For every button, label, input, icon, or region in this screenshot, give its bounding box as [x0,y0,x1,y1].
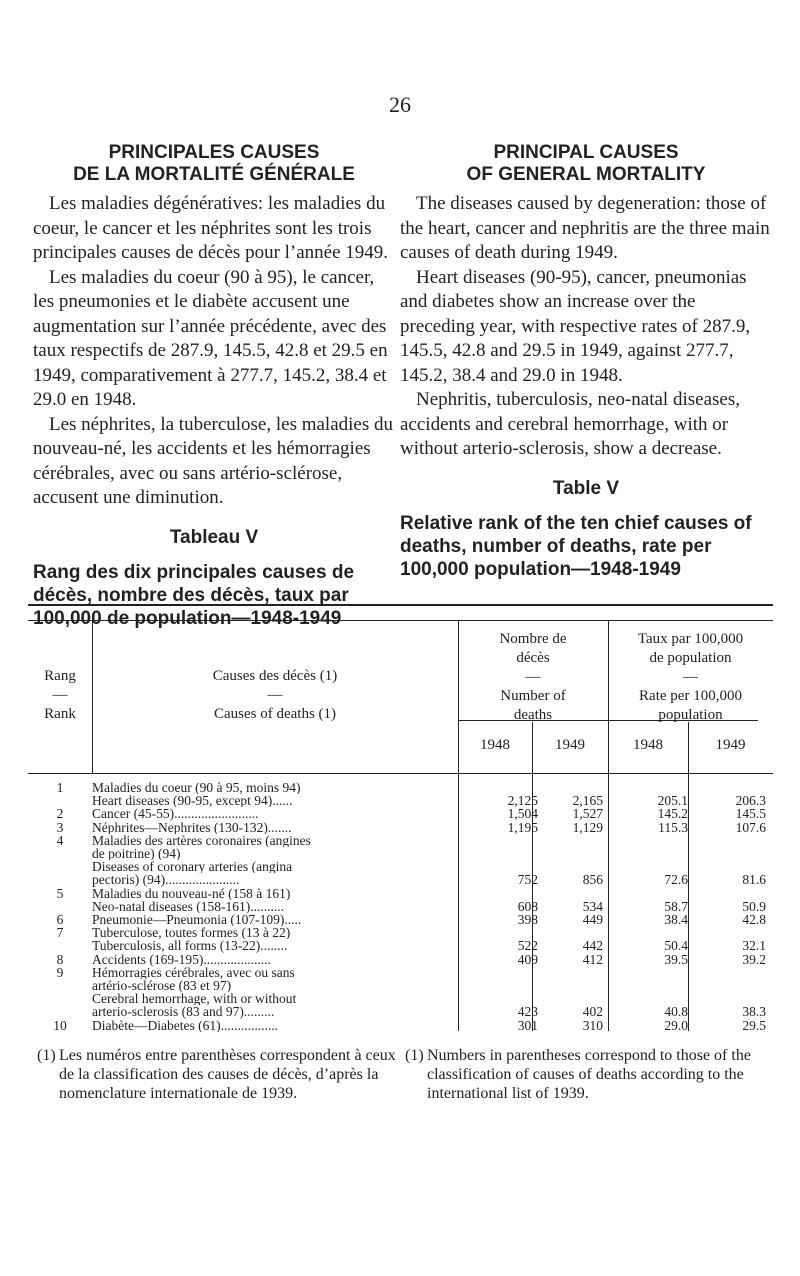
rate-1949-cell: 29.5 [742,1017,766,1033]
french-footnote-mark: (1) [37,1047,56,1064]
cause-cell: Pneumonie—Pneumonia (107-109)..... [92,913,302,927]
rate-header [608,630,773,725]
english-section-title [400,142,772,186]
cause-header-fr: Causes des décès (1) [212,668,338,684]
french-footnote [37,1046,402,1103]
rate-1948-cell: 115.3 [658,819,688,835]
table-row [28,913,773,926]
english-paragraph-1: The diseases caused by degeneration: those of the heart, cancer and nephritis are the three main causes of death during 1949. [400,193,770,263]
deaths-1948-cell: 608 [517,898,538,914]
header-bottom-rule [28,773,773,774]
cause-cell: Heart diseases (90-95, except 94)...... [92,794,293,808]
rank-cell: 10 [53,1017,67,1033]
english-title-line-1: PRINCIPAL CAUSES [493,142,679,163]
rate-1948-cell: 29.0 [664,1017,688,1033]
rate-1949-cell: 145.5 [735,806,766,822]
deaths-header-dash: — [525,669,541,685]
rate-1948-cell: 38.4 [664,912,688,927]
rank-cell: 8 [56,951,64,967]
cause-cell: Diabète—Diabetes (61)................. [92,1018,278,1032]
deaths-1948-header: 1948 [480,737,510,753]
deaths-1948-cell: 2,125 [507,793,538,809]
deaths-1949-cell: 1,129 [572,819,603,835]
rank-header-en: Rank [44,706,76,722]
rate-header-en-2: population [658,707,723,723]
table-row [28,860,773,873]
rank-cell: 6 [56,912,64,927]
rate-header-fr-1: Taux par 100,000 [637,631,744,647]
cause-cell: Cerebral hemorrhage, with or without [92,992,297,1006]
rate-1948-cell: 50.4 [664,938,688,954]
french-title-line-1: PRINCIPALES CAUSES [108,142,320,163]
cause-cell: Accidents (169-195).................... [92,952,271,966]
rate-header-en-1: Rate per 100,000 [639,688,742,704]
rank-cell: 9 [56,964,64,980]
french-table-label: Tableau V [169,526,259,548]
english-paragraph-3: Nephritis, tuberculosis, neo-natal diseases, accidents and cerebral hemorrhage, with or without arterio-sclerosis, show a decrease. [400,389,740,459]
cause-cell: Cancer (45-55)......................... [92,807,259,821]
english-table-caption: Relative rank of the ten chief causes of deaths, number of deaths, rate per 100,000 population—1948-1949 [400,512,752,580]
english-table-label: Table V [552,477,620,499]
cause-cell: Maladies du nouveau-né (158 à 161) [92,886,291,900]
rate-1949-cell: 32.1 [742,938,766,954]
deaths-header-fr-1: Nombre de [499,631,567,647]
deaths-header-fr-2: décès [516,650,550,666]
cause-cell: artério-sclérose (83 et 97) [92,979,232,993]
deaths-1949-cell: 1,527 [572,806,603,822]
table-top-rule [28,604,773,606]
cause-cell: de poitrine) (94) [92,847,181,861]
rate-1948-header: 1948 [633,737,663,753]
deaths-1949-cell: 856 [582,872,603,888]
deaths-1948-cell: 423 [517,1004,538,1020]
rate-1948-cell: 40.8 [664,1004,688,1020]
table-row [28,1019,773,1032]
english-footnote [405,1046,780,1103]
table-row [28,887,773,900]
rate-1948-cell: 145.2 [657,806,688,822]
cause-cell: Tuberculosis, all forms (13-22)........ [92,939,288,953]
deaths-1949-cell: 402 [582,1004,603,1020]
deaths-1949-header: 1949 [555,737,585,753]
rate-1948-cell: 39.5 [664,951,688,967]
english-footnote-mark: (1) [405,1047,424,1064]
table-row [28,926,773,939]
rank-cell: 3 [56,819,64,835]
cause-cell: Tuberculose, toutes formes (13 à 22) [92,926,291,940]
rate-header-dash: — [683,669,698,685]
rate-1948-cell: 205.1 [657,793,688,809]
rate-1949-cell: 50.9 [742,898,766,914]
table-row [28,992,773,1005]
french-table-caption: Rang des dix principales causes de décès, nombre des décès, taux par 100,000 de population—1948-1949 [33,561,355,629]
cause-cell: arterio-sclerosis (83 and 97)......... [92,1005,275,1019]
rank-header-fr: Rang [44,668,76,684]
table-row [28,979,773,992]
french-paragraph-2: Les maladies du coeur (90 à 95), le cancer, les pneumonies et le diabète accusent une augmentation sur l’année précédente, avec des taux respectifs de 287.9, 145.5, 42.8 et 29.5 en 1949, comparativement à 277.7, 145.2, 38.4 et 29.0 en 1948. [33,266,388,410]
french-paragraph-1: Les maladies dégénératives: les maladies du coeur, le cancer et les néphrites sont les trois principales causes de décès pour l’année 1949. [33,193,389,263]
page-number: 26 [389,92,411,117]
english-footnote-text: Numbers in parentheses correspond to those of the classification of causes of deaths according to the international list of 1939. [427,1047,751,1102]
french-paragraph-3: Les néphrites, la tuberculose, les maladies du nouveau-né, les accidents et les hémorragies cérébrales, avec ou sans artério-sclérose, accusent une diminution. [33,413,394,508]
deaths-1949-cell: 449 [582,912,603,927]
cause-header [92,667,458,724]
deaths-1949-cell: 442 [582,938,603,954]
cause-cell: Néphrites—Nephrites (130-132)....... [92,820,292,834]
deaths-1948-cell: 409 [517,951,538,967]
deaths-1948-cell: 301 [517,1017,538,1033]
cause-cell: Neo-natal diseases (158-161).......... [92,899,284,913]
rank-cell: 1 [56,780,64,795]
cause-header-dash: — [267,687,283,703]
table-row [28,953,773,966]
rank-cell: 7 [56,925,64,941]
table-row [28,900,773,913]
rate-1949-cell: 39.2 [742,951,766,967]
deaths-1949-cell: 2,165 [572,793,603,809]
rate-1949-cell: 107.6 [735,819,766,835]
french-footnote-text: Les numéros entre parenthèses correspondent à ceux de la classification des causes de décès, d’après la nomenclature internationale de 1939. [59,1047,396,1102]
table-row [28,966,773,979]
table-row [28,1005,773,1018]
english-paragraph-2: Heart diseases (90-95), cancer, pneumonias and diabetes show an increase over the preceding year, with respective rates of 287.9, 145.5, 42.8 and 29.5 in 1949, against 277.7, 145.2, 38.4 and 29.0 in 1948. [400,266,751,386]
rate-1948-cell: 72.6 [664,872,688,888]
cause-cell: Maladies des artères coronaires (angines [92,833,311,847]
deaths-1949-cell: 310 [582,1017,603,1033]
table-row [28,939,773,952]
rate-1949-header: 1949 [715,737,746,753]
deaths-1948-cell: 1,504 [507,806,538,822]
rank-header-dash: — [52,687,68,703]
rank-cell: 2 [56,806,64,822]
cause-cell: Hémorragies cérébrales, avec ou sans [92,965,295,979]
rate-1949-cell: 42.8 [742,912,766,927]
deaths-1948-cell: 752 [517,872,538,888]
rank-cell: 5 [56,885,64,901]
deaths-1949-cell: 534 [582,898,603,914]
rank-cell: 4 [56,832,64,848]
table-row [28,807,773,820]
french-section-title [33,142,395,186]
cause-header-en: Causes of deaths (1) [213,706,337,722]
rate-1948-cell: 58.7 [664,898,688,914]
table-row [28,821,773,834]
english-title-line-2: OF GENERAL MORTALITY [466,164,706,185]
french-column [33,142,395,630]
table-row [28,873,773,886]
deaths-header-en-2: deaths [513,707,553,723]
deaths-1948-cell: 398 [517,912,538,927]
deaths-1948-cell: 522 [517,938,538,954]
rate-1949-cell: 206.3 [735,793,766,809]
deaths-header-en-1: Number of [500,688,566,704]
rate-1949-cell: 81.6 [742,872,766,888]
table-row [28,847,773,860]
cause-cell: Maladies du coeur (90 à 95, moins 94) [92,781,301,795]
deaths-1949-cell: 412 [582,951,603,967]
deaths-1948-cell: 1,195 [507,819,538,835]
table-row [28,834,773,847]
english-column [400,142,772,581]
table-row [28,794,773,807]
deaths-header [458,630,608,725]
cause-cell: Diseases of coronary arteries (angina [92,860,293,874]
rank-header [28,667,92,724]
french-title-line-2: DE LA MORTALITÉ GÉNÉRALE [73,164,355,185]
rate-header-fr-2: de population [649,650,732,666]
table-header-rule [28,620,773,621]
rate-1949-cell: 38.3 [742,1004,766,1020]
cause-cell: pectoris) (94)...................... [92,873,240,887]
